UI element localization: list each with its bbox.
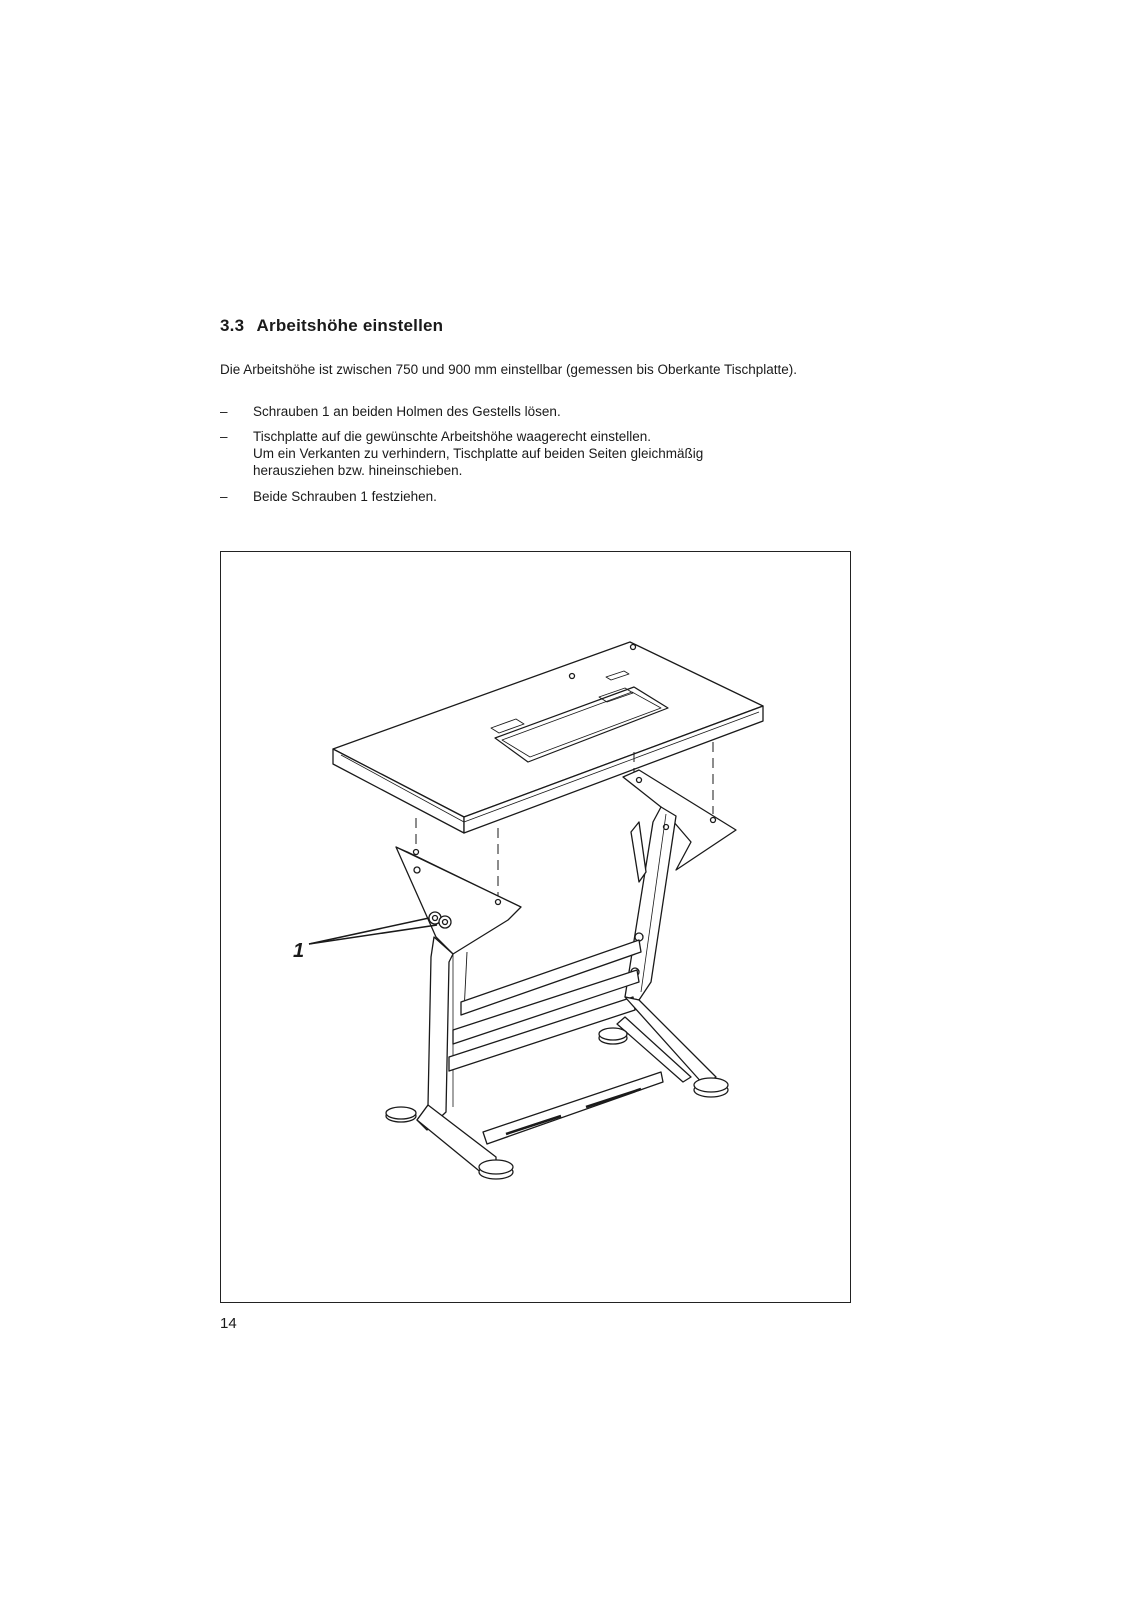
step-2-line-2: Um ein Verkanten zu verhindern, Tischplatte auf beiden Seiten gleichmäßig bbox=[253, 446, 704, 461]
front-bracket bbox=[396, 847, 521, 954]
page-number: 14 bbox=[220, 1315, 237, 1332]
figure-frame bbox=[220, 551, 851, 1303]
step-2 bbox=[220, 428, 820, 479]
dash-bullet: – bbox=[220, 429, 228, 444]
table-stand-illustration bbox=[221, 552, 850, 1302]
left-column bbox=[417, 937, 453, 1130]
step-1-text: Schrauben 1 an beiden Holmen des Gestells lösen. bbox=[253, 404, 561, 419]
step-3 bbox=[220, 488, 820, 505]
step-2-line-3: herausziehen bzw. hineinschieben. bbox=[253, 463, 463, 478]
callout-label-1: 1 bbox=[293, 940, 305, 962]
step-2-line-1: Tischplatte auf die gewünschte Arbeitshöhe waagerecht einstellen. bbox=[253, 429, 651, 444]
dash-bullet: – bbox=[220, 489, 228, 504]
section-heading bbox=[220, 316, 443, 336]
intro-paragraph: Die Arbeitshöhe ist zwischen 750 und 900 mm einstellbar (gemessen bis Oberkante Tischplatte). bbox=[220, 362, 798, 377]
dash-bullet: – bbox=[220, 404, 228, 419]
cross-bars bbox=[449, 940, 641, 1071]
step-1 bbox=[220, 403, 820, 420]
step-3-text: Beide Schrauben 1 festziehen. bbox=[253, 489, 437, 504]
section-title: Arbeitshöhe einstellen bbox=[256, 316, 444, 335]
section-number: 3.3 bbox=[220, 316, 245, 335]
